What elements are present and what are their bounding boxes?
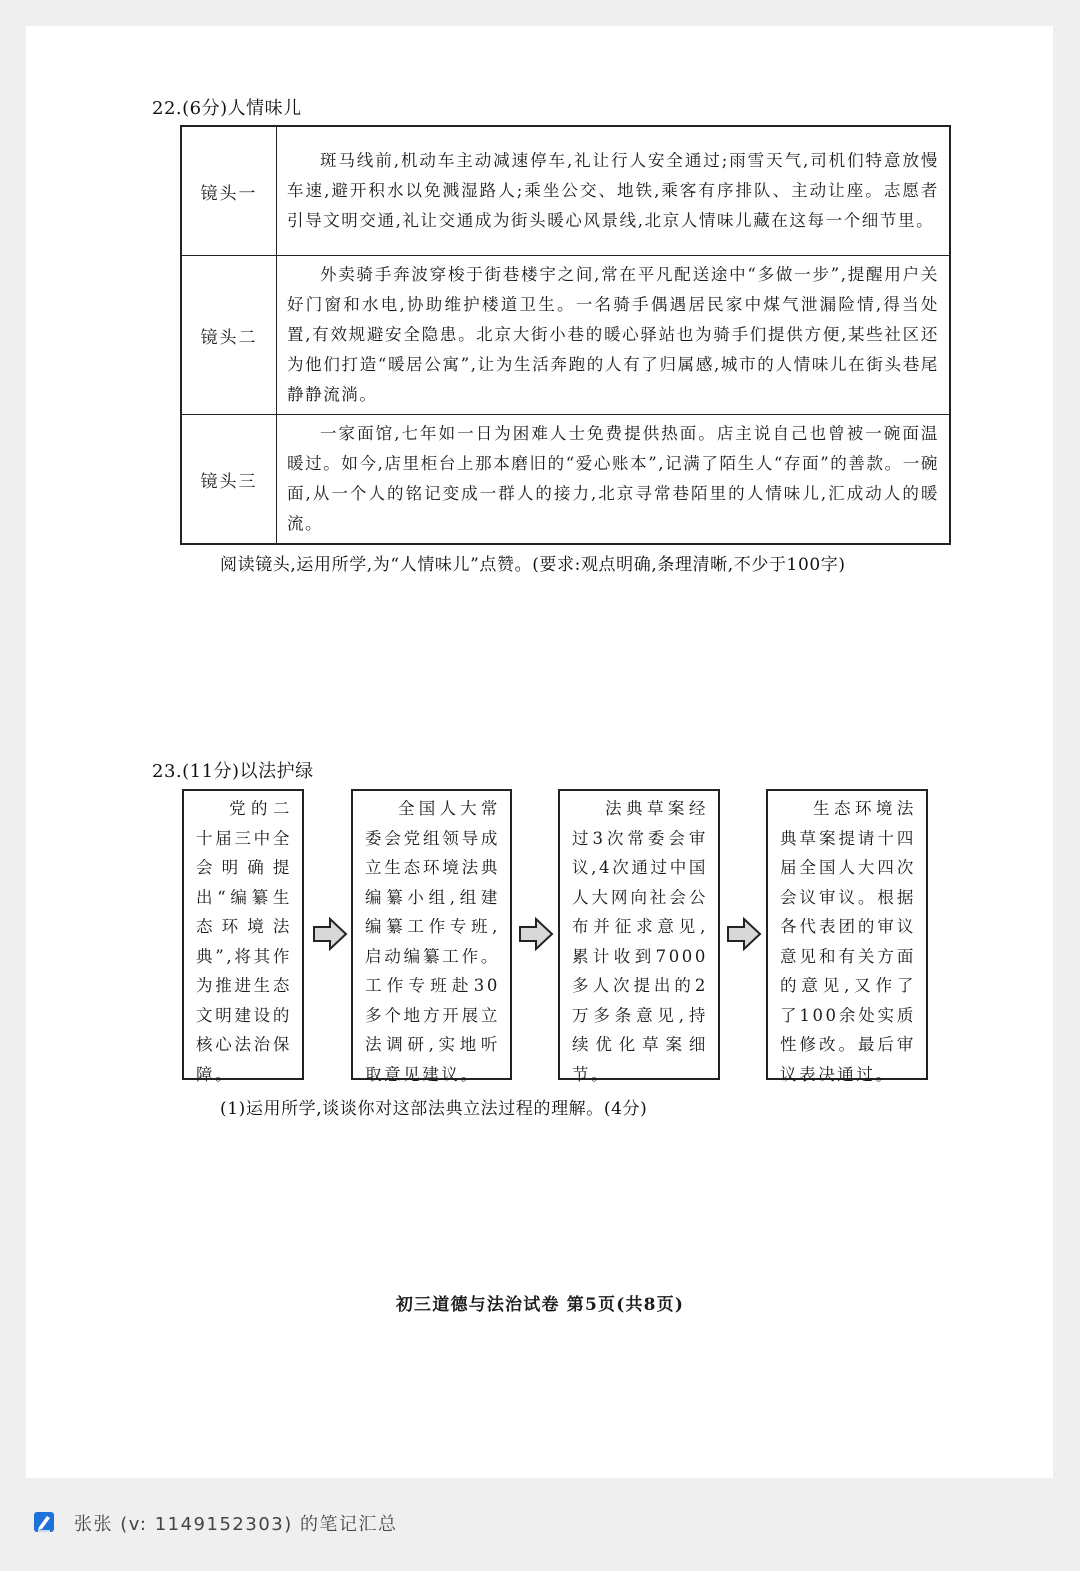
arrow-right-icon bbox=[312, 917, 348, 951]
lens-text: 外卖骑手奔波穿梭于街巷楼宇之间,常在平凡配送途中“多做一步”,提醒用户关好门窗和水电,协助维护楼道卫生。一名骑手偶遇居民家中煤气泄漏险情,得当处置,有效规避安全隐患。北京大街小巷的暖心驿站也为骑手们提供方便,某些社区还为他们打造“暖居公寓”,让为生活奔跑的人有了归属感,城市的人情味儿在街头巷尾静静流淌。 bbox=[277, 256, 951, 415]
lens-label: 镜头一 bbox=[181, 126, 277, 256]
lens-text: 一家面馆,七年如一日为困难人士免费提供热面。店主说自己也曾被一碗面温暖过。如今,店里柜台上那本磨旧的“爱心账本”,记满了陌生人“存面”的善款。一碗面,从一个人的铭记变成一群人的接力,北京寻常巷陌里的人情味儿,汇成动人的暖流。 bbox=[277, 415, 951, 545]
q22-lens-table bbox=[180, 125, 951, 545]
arrow-right-icon bbox=[518, 917, 554, 951]
q23-title: 23.(11分)以法护绿 bbox=[152, 761, 314, 782]
flow-step-3: 法典草案经过3次常委会审议,4次通过中国人大网向社会公布并征求意见,累计收到7000多人次提出的2万多条意见,持续优化草案细节。 bbox=[558, 789, 720, 1080]
page-footer: 初三道德与法治试卷 第5页(共8页) bbox=[395, 1295, 685, 1315]
flow-step-4: 生态环境法典草案提请十四届全国人大四次会议审议。根据各代表团的审议意见和有关方面的意见,又作了了100余处实质性修改。最后审议表决通过。 bbox=[766, 789, 928, 1080]
table-row bbox=[181, 415, 950, 545]
table-row bbox=[181, 256, 950, 415]
flow-step-2: 全国人大常委会党组领导成立生态环境法典编纂小组,组建编纂工作专班,启动编纂工作。工作专班赴30多个地方开展立法调研,实地听取意见建议。 bbox=[351, 789, 512, 1080]
note-icon bbox=[33, 1511, 55, 1533]
note-attribution: 张张 (v: 1149152303) 的笔记汇总 bbox=[74, 1514, 398, 1535]
flow-step-1: 党的二十届三中全会明确提出“编纂生态环境法典”,将其作为推进生态文明建设的核心法治保障。 bbox=[182, 789, 304, 1080]
table-row bbox=[181, 126, 950, 256]
q22-title: 22.(6分)人情味儿 bbox=[152, 98, 302, 119]
arrow-right-icon bbox=[726, 917, 762, 951]
lens-label: 镜头二 bbox=[181, 256, 277, 415]
lens-label: 镜头三 bbox=[181, 415, 277, 545]
q22-prompt: 阅读镜头,运用所学,为“人情味儿”点赞。(要求:观点明确,条理清晰,不少于100字) bbox=[220, 555, 846, 575]
q23-sub1-prompt: (1)运用所学,谈谈你对这部法典立法过程的理解。(4分) bbox=[220, 1099, 648, 1119]
lens-text: 斑马线前,机动车主动减速停车,礼让行人安全通过;雨雪天气,司机们特意放慢车速,避开积水以免溅湿路人;乘坐公交、地铁,乘客有序排队、主动让座。志愿者引导文明交通,礼让交通成为街头暖心风景线,北京人情味儿藏在这每一个细节里。 bbox=[277, 126, 951, 256]
